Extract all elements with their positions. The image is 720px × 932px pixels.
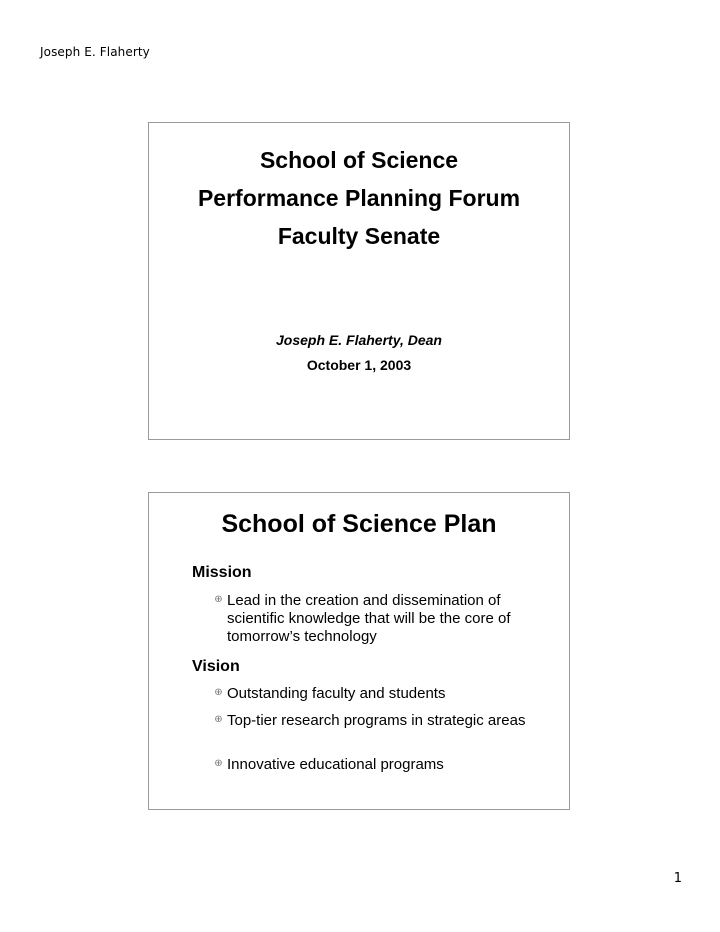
circle-cross-bullet-icon: ⊕ xyxy=(214,714,223,725)
mission-heading: Mission xyxy=(192,564,252,581)
vision-bullet xyxy=(214,756,557,774)
vision-bullet-text: Outstanding faculty and students xyxy=(227,685,446,702)
header-author: Joseph E. Flaherty xyxy=(40,45,150,59)
slide-2 xyxy=(148,492,570,810)
circle-cross-bullet-icon: ⊕ xyxy=(214,758,223,769)
vision-heading: Vision xyxy=(192,658,240,675)
slide-title-line-2: Performance Planning Forum xyxy=(197,185,521,211)
slide-title: School of Science Plan xyxy=(221,510,497,538)
circle-cross-bullet-icon: ⊕ xyxy=(214,594,223,605)
vision-bullet xyxy=(214,685,557,703)
mission-bullet xyxy=(214,592,557,646)
page-number: 1 xyxy=(673,871,682,886)
slide-title-line-1: School of Science xyxy=(259,147,459,173)
mission-bullet-text: Lead in the creation and dissemination of scientific knowledge that will be the core of tomorrow’s technology xyxy=(227,592,511,645)
circle-cross-bullet-icon: ⊕ xyxy=(214,687,223,698)
slide-1 xyxy=(148,122,570,440)
vision-bullet xyxy=(214,712,557,730)
vision-bullet-text: Innovative educational programs xyxy=(227,756,444,773)
slide-title-line-3: Faculty Senate xyxy=(277,223,441,249)
presenter-name: Joseph E. Flaherty, Dean xyxy=(276,332,442,348)
vision-bullet-text: Top-tier research programs in strategic areas xyxy=(227,712,526,729)
presentation-date: October 1, 2003 xyxy=(306,357,412,373)
